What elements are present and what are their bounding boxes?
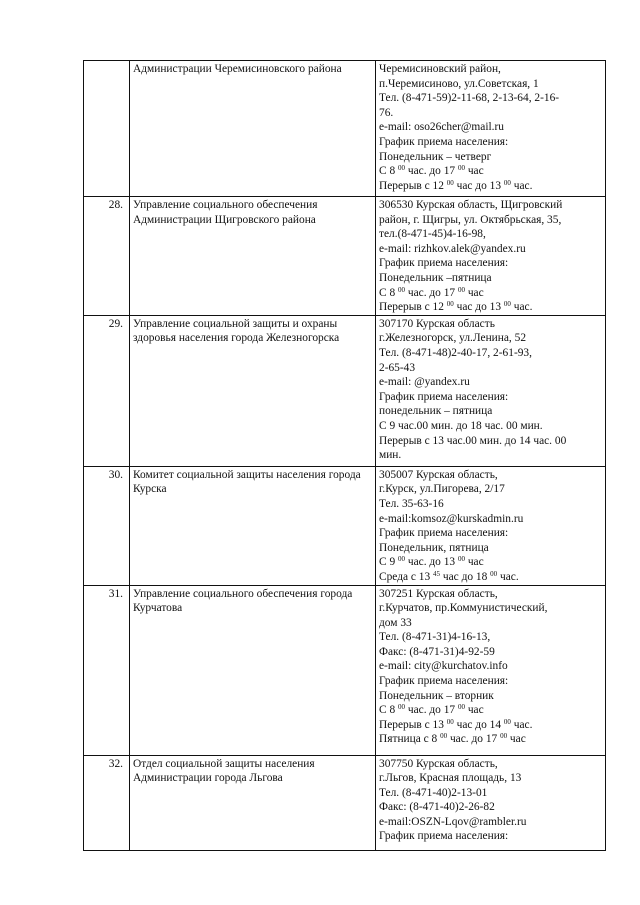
contact-line [379,718,602,733]
time-text: час [464,704,484,717]
time-superscript: 00 [457,285,465,294]
time-text: C 8 [379,165,398,178]
contact-line: График приема населения: [379,527,509,540]
time-text: час. [510,301,533,314]
contact-line: e-mail: oso26cher@mail.ru [379,121,504,134]
contact-line: Понедельник – вторник [379,689,494,702]
contact-line: 307170 Курская область [379,317,495,330]
contact-line: Тел. (8-471-48)2-40-17, 2-61-93, [379,346,532,359]
contact-line: e-mail: @yandex.ru [379,376,470,389]
time-text: C 8 [379,286,398,299]
contact-line: График приема населения: [379,675,509,688]
table-row [84,315,606,466]
time-text: час. до 13 [405,556,458,569]
time-text: час. [510,718,533,731]
time-text: час. до 17 [405,286,458,299]
time-text: час [464,556,484,569]
time-text: час. [497,570,519,583]
contact-line: мин. [379,449,402,462]
contact-line: График приема населения: [379,830,509,843]
time-text: С 8 [379,704,398,717]
table-row [84,466,606,585]
contacts-table [83,60,606,851]
contact-line: г.Курск, ул.Пигорева, 2/17 [379,483,505,496]
time-superscript: 00 [398,164,405,173]
contact-line [379,732,602,747]
contact-line: дом 33 [379,616,412,629]
table-row [84,61,606,197]
time-superscript: 00 [446,717,454,726]
contact-line: г.Железногорск, ул.Ленина, 52 [379,332,527,345]
contact-line: e-mail:komsoz@kurskadmin.ru [379,512,524,525]
contact-line [379,570,602,585]
contact-line: График приема населения: [379,257,509,270]
time-superscript: 00 [446,300,454,309]
organization-name: Администрации Черемисиновского района [130,61,376,197]
time-superscript: 00 [457,703,465,712]
time-text: час [464,165,484,178]
contact-line: 307251 Курская область, [379,587,498,600]
time-text: час до 14 [453,718,504,731]
time-superscript: 00 [398,703,405,712]
table-row [84,755,606,850]
time-superscript: 00 [440,732,448,741]
contact-line [379,286,602,301]
contact-line: 306530 Курская область, Щигровский [379,199,563,211]
contact-line: Тел. (8-471-40)2-13-01 [379,786,488,799]
time-superscript: 00 [500,732,508,741]
row-number: 29. [84,315,130,466]
time-superscript: 00 [457,164,465,173]
contact-info [376,315,606,466]
organization-name: Управление социального обеспечения города Курчатова [130,585,376,755]
contact-line [379,179,602,194]
contact-line: 2-65-43 [379,361,416,374]
contact-info [376,197,606,316]
contact-line: 305007 Курская область, [379,468,498,481]
contact-line: Понедельник – четверг [379,150,492,163]
contact-line: e-mail:OSZN-Lqov@rambler.ru [379,815,527,828]
contact-line: г.Курчатов, пр.Коммунистический, [379,602,548,615]
time-superscript: 45 [433,569,441,578]
time-text: Перерыв с 12 [379,301,447,314]
contact-line: Факс: (8-471-31)4-92-59 [379,645,495,658]
time-text: час. до 17 [405,704,458,717]
organization-name: Управление социального обеспечения Администрации Щигровского района [130,197,376,316]
organization-name: Комитет социальной защиты населения города Курска [130,466,376,585]
contact-info [376,755,606,850]
time-text: час. до 17 [447,733,501,746]
contact-line: понедельник – пятница [379,405,493,418]
contact-line: Тел. (8-471-31)4-16-13, [379,631,491,644]
contact-line: тел.(8-471-45)4-16-98, [379,228,486,241]
contact-line: п.Черемисиново, ул.Советская, 1 [379,77,539,90]
contact-info [376,61,606,197]
time-superscript: 00 [490,569,498,578]
contact-line: e-mail: city@kurchatov.info [379,660,508,673]
contact-line: район, г. Щигры, ул. Октябрьская, 35, [379,213,562,226]
contact-line: Факс: (8-471-40)2-26-82 [379,801,495,814]
contact-line: Тел. (8-471-59)2-11-68, 2-13-64, 2-16- [379,92,560,105]
contact-line [379,703,602,718]
contact-line: График приема населения: [379,135,509,148]
contact-line: Перерыв с 13 час.00 мин. до 14 час. 00 [379,434,567,447]
time-text: час до 13 [453,301,504,314]
contact-line: Понедельник –пятница [379,271,492,284]
organization-name: Отдел социальной защиты населения Администрации города Льгова [130,755,376,850]
organization-name: Управление социальной защиты и охраны здоровья населения города Железногорска [130,315,376,466]
contact-line: С 9 час.00 мин. до 18 час. 00 мин. [379,419,543,432]
time-text: час [507,733,526,746]
time-superscript: 00 [398,285,405,294]
contact-line: 76. [379,106,394,119]
contact-line: Понедельник, пятница [379,541,489,554]
time-text: Среда с 13 [379,570,434,583]
row-number [84,61,130,197]
time-text: Перерыв с 12 [379,179,447,192]
time-text: Пятница с 8 [379,733,441,746]
contact-line [379,300,602,315]
time-superscript: 00 [503,717,511,726]
time-superscript: 00 [446,178,454,187]
row-number: 32. [84,755,130,850]
contact-line: г.Льгов, Красная площадь, 13 [379,772,522,785]
time-superscript: 00 [457,555,465,564]
contact-line: 307750 Курская область, [379,757,498,770]
contact-line: График приема населения: [379,390,509,403]
time-superscript: 00 [503,178,511,187]
row-number: 31. [84,585,130,755]
contacts-table-body [84,61,606,851]
time-text: час до 13 [453,179,504,192]
time-superscript: 00 [503,300,511,309]
time-superscript: 00 [398,555,405,564]
contact-line [379,164,602,179]
time-text: час до 18 [440,570,491,583]
row-number: 30. [84,466,130,585]
time-text: Перерыв с 13 [379,718,447,731]
document-page [83,60,605,851]
row-number: 28. [84,197,130,316]
contact-line: Тел. 35-63-16 [379,497,444,510]
contact-info [376,466,606,585]
contact-info [376,585,606,755]
table-row [84,197,606,316]
time-text: час. [510,179,533,192]
time-text: час. до 17 [405,165,458,178]
time-text: С 9 [379,556,398,569]
table-row [84,585,606,755]
time-text: час [464,286,484,299]
contact-line: e-mail: rizhkov.alek@yandex.ru [379,242,526,255]
contact-line [379,555,602,570]
contact-line: Черемисиновский район, [379,63,501,75]
